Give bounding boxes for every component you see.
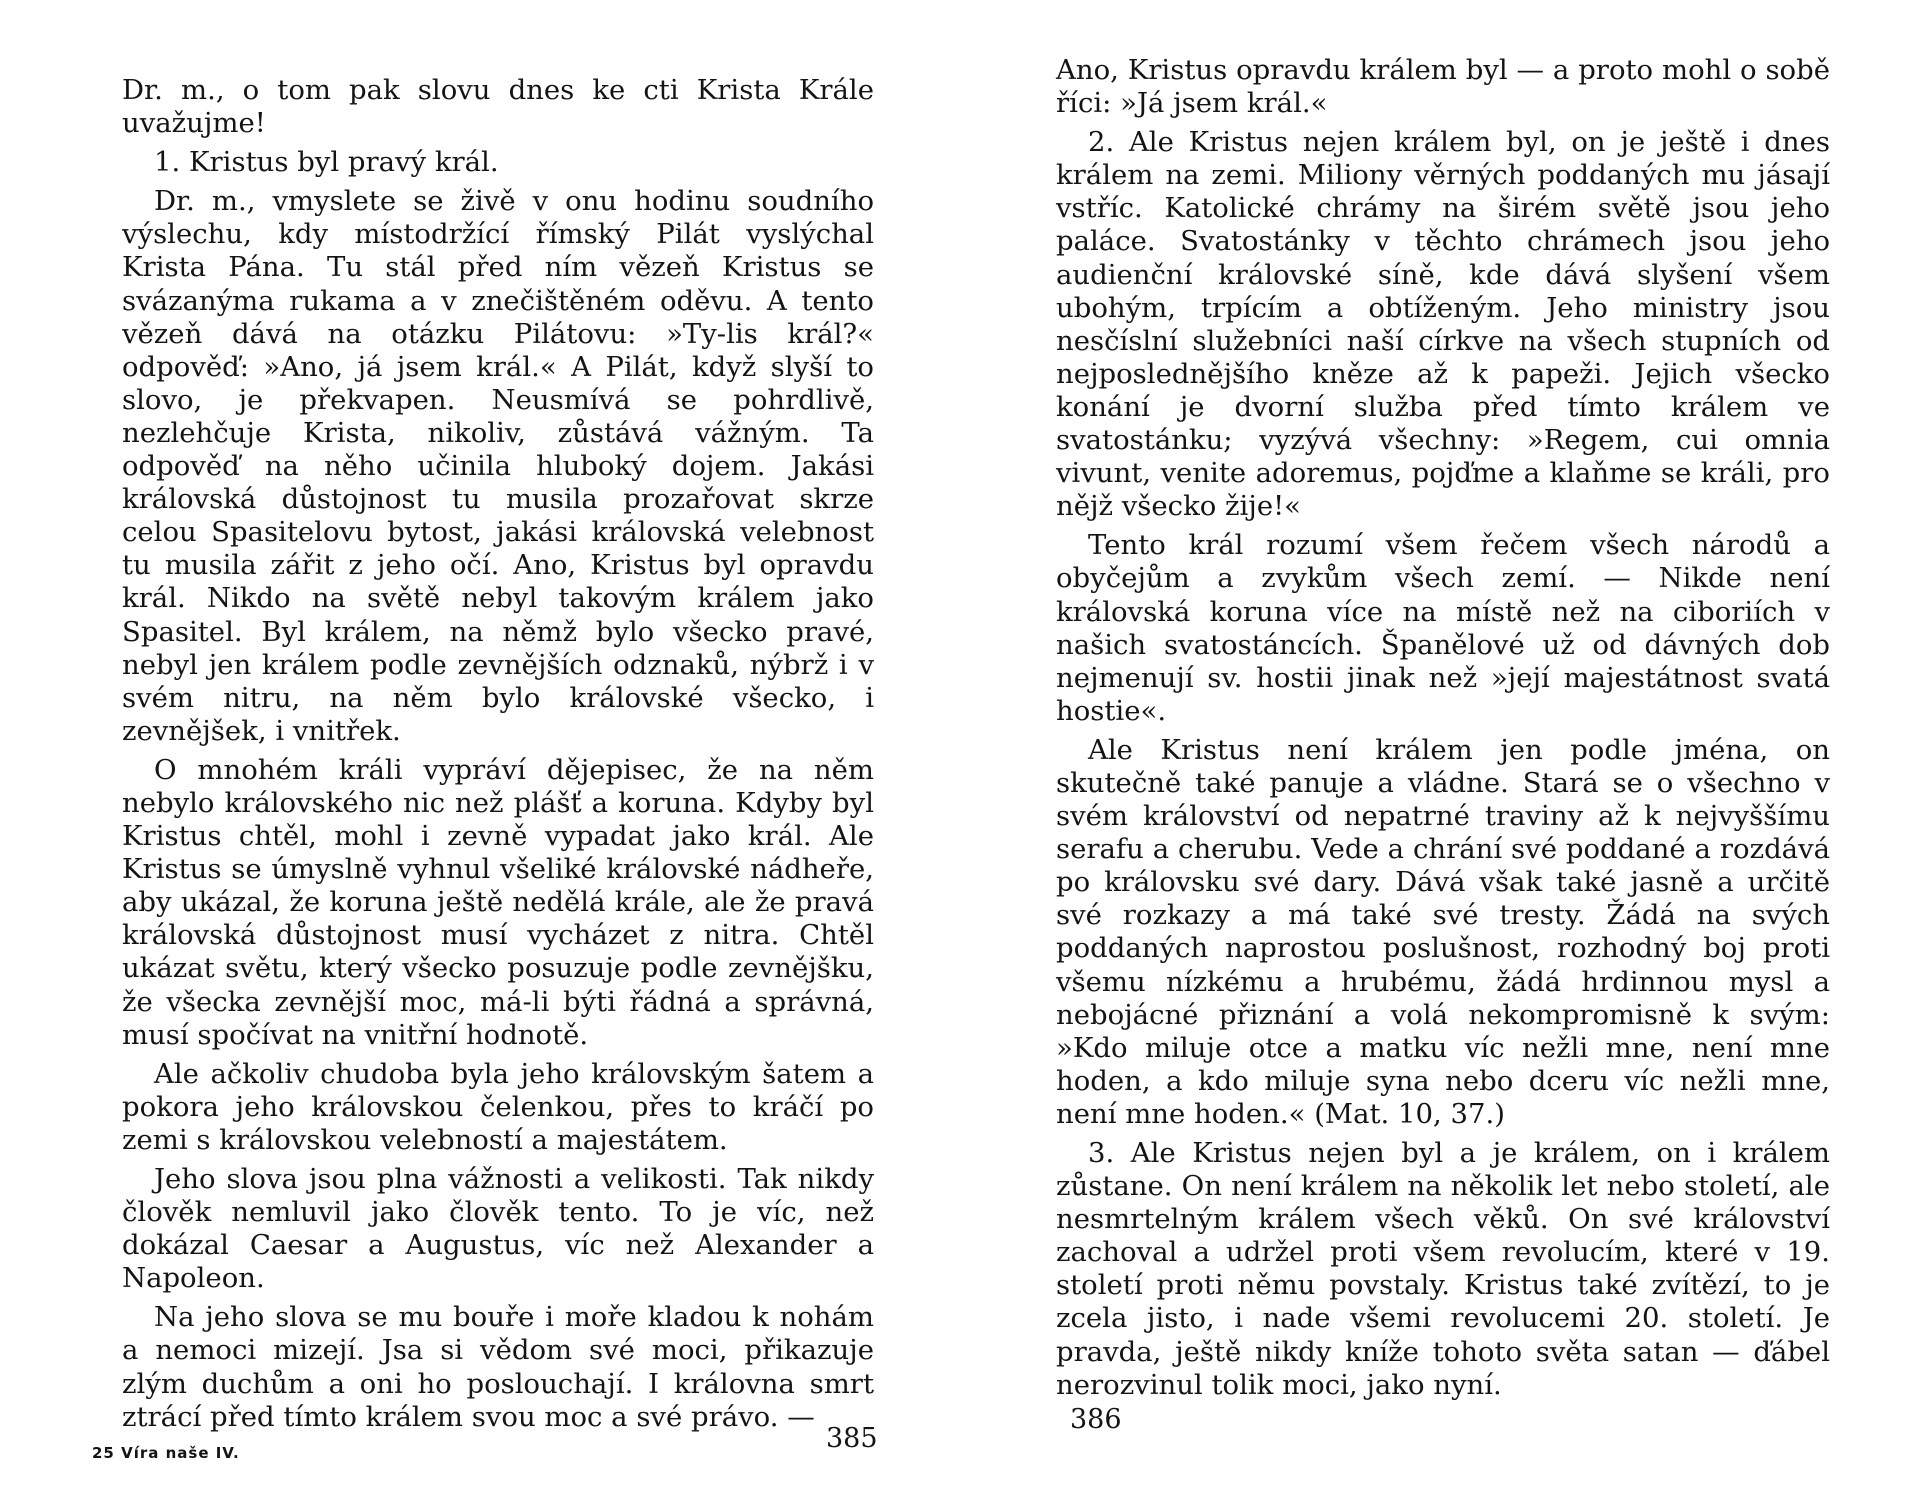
right-page-text: [1056, 54, 1830, 1408]
left-page-text: [122, 74, 874, 1440]
paragraph: Na jeho slova se mu bouře i moře kladou k nohám a nemoci mizejí. Jsa si vědom své moci, přikazuje zlým duchům a oni ho poslouchají. I královna smrt ztrácí před tímto králem svou moc a své právo. —: [122, 1301, 874, 1433]
paragraph: Ale ačkoliv chudoba byla jeho královským šatem a pokora jeho královskou čelenkou, přes to kráčí po zemi s královskou velebností a majestátem.: [122, 1057, 874, 1156]
page-number: 385: [826, 1423, 878, 1454]
printer-signature: 25 Víra naše IV.: [92, 1444, 240, 1462]
paragraph: Dr. m., o tom pak slovu dnes ke cti Krista Krále uvažujme!: [122, 74, 874, 140]
paragraph: 2. Ale Kristus nejen králem byl, on je ještě i dnes králem na zemi. Miliony věrných poddaných mu jásají vstříc. Katolické chrámy na širém světě jsou jeho paláce. Svatostánky v těchto chrámech jsou jeho audienční královské síně, kde dává slyšení všem ubohým, trpícím a obtíženým. Jeho ministry jsou nesčíslní služebníci naší církve na všech stupních od nejposlednějšího kněze až k papeži. Jejich všecko konání je dvorní služba před tímto králem ve svatostánku; vyzývá všechny: »Regem, cui omnia vivunt, venite adoremus, pojďme a klaňme se králi, pro nějž všecko žije!«: [1056, 126, 1830, 523]
paragraph: Tento král rozumí všem řečem všech národů a obyčejům a zvykům všech zemí. — Nikde není královská koruna více na místě než na ciboriích v našich svatostáncích. Španělové už od dávných dob nejmenují sv. hostii jinak než »její majestátnost svatá hostie«.: [1056, 529, 1830, 727]
paragraph: Ano, Kristus opravdu králem byl — a proto mohl o sobě říci: »Já jsem král.«: [1056, 54, 1830, 120]
section-heading: 1. Kristus byl pravý král.: [154, 146, 499, 179]
right-page: [1056, 0, 1830, 1500]
left-page: [92, 0, 878, 1500]
page-number: 386: [1070, 1404, 1122, 1435]
paragraph: O mnohém králi vypráví dějepisec, že na něm nebylo královského nic než plášť a koruna. Kdyby byl Kristus chtěl, mohl i zevně vypadat jako král. Ale Kristus se úmyslně vyhnul všeliké královské nádheře, aby ukázal, že koruna ještě nedělá krále, ale že pravá královská důstojnost musí vycházet z nitra. Chtěl ukázat světu, který všecko posuzuje podle zevnějšku, že všecka zevnější moc, má-li býti řádná a správná, musí spočívat na vnitřní hodnotě.: [122, 753, 874, 1051]
paragraph: Jeho slova jsou plna vážnosti a velikosti. Tak nikdy člověk nemluvil jako člověk tento. To je víc, než dokázal Caesar a Augustus, víc než Alexander a Napoleon.: [122, 1163, 874, 1295]
paragraph: Ale Kristus není králem jen podle jména, on skutečně také panuje a vládne. Stará se o všechno v svém království od nepatrné traviny až k nejvyššímu serafu a cherubu. Vede a chrání své poddané a rozdává po královsku své dary. Dává však také jasně a určitě své rozkazy a má také své tresty. Žádá na svých poddaných naprostou poslušnost, rozhodný boj proti všemu nízkému a hrubému, žádá hrdinnou mysl a nebojácné přiznání a volá nekompromisně k svým: »Kdo miluje otce a matku víc nežli mne, není mne hoden, a kdo miluje syna nebo dceru víc nežli mne, není mne hoden.« (Mat. 10, 37.): [1056, 733, 1830, 1130]
paragraph: Dr. m., vmyslete se živě v onu hodinu soudního výslechu, kdy místodržící římský Pilát vyslýchal Krista Pána. Tu stál před ním vězeň Kristus se svázanýma rukama a v znečištěném oděvu. A tento vězeň dává na otázku Pilátovu: »Ty-lis král?« odpověď: »Ano, já jsem král.« A Pilát, když slyší to slovo, je překvapen. Neusmívá se pohrdlivě, nezlehčuje Krista, nikoliv, zůstává vážným. Ta odpověď na něho učinila hluboký dojem. Jakási královská důstojnost tu musila prozařovat skrze celou Spasitelovu bytost, jakási královská velebnost tu musila zářit z jeho očí. Ano, Kristus byl opravdu král. Nikdo na světě nebyl takovým králem jako Spasitel. Byl králem, na němž bylo všecko pravé, nebyl jen králem podle zevnějších odznaků, nýbrž i v svém nitru, na něm bylo královské všecko, i zevnějšek, i vnitřek.: [122, 185, 874, 747]
paragraph: 3. Ale Kristus nejen byl a je králem, on i králem zůstane. On není králem na několik let nebo století, ale nesmrtelným králem všech věků. On své království zachoval a udržel proti všem revolucím, které v 19. století proti němu povstaly. Kristus také zvítězí, to je zcela jisto, i nade všemi revolucemi 20. století. Je pravda, ještě nikdy kníže tohoto světa satan — ďábel nerozvinul tolik moci, jako nyní.: [1056, 1137, 1830, 1401]
